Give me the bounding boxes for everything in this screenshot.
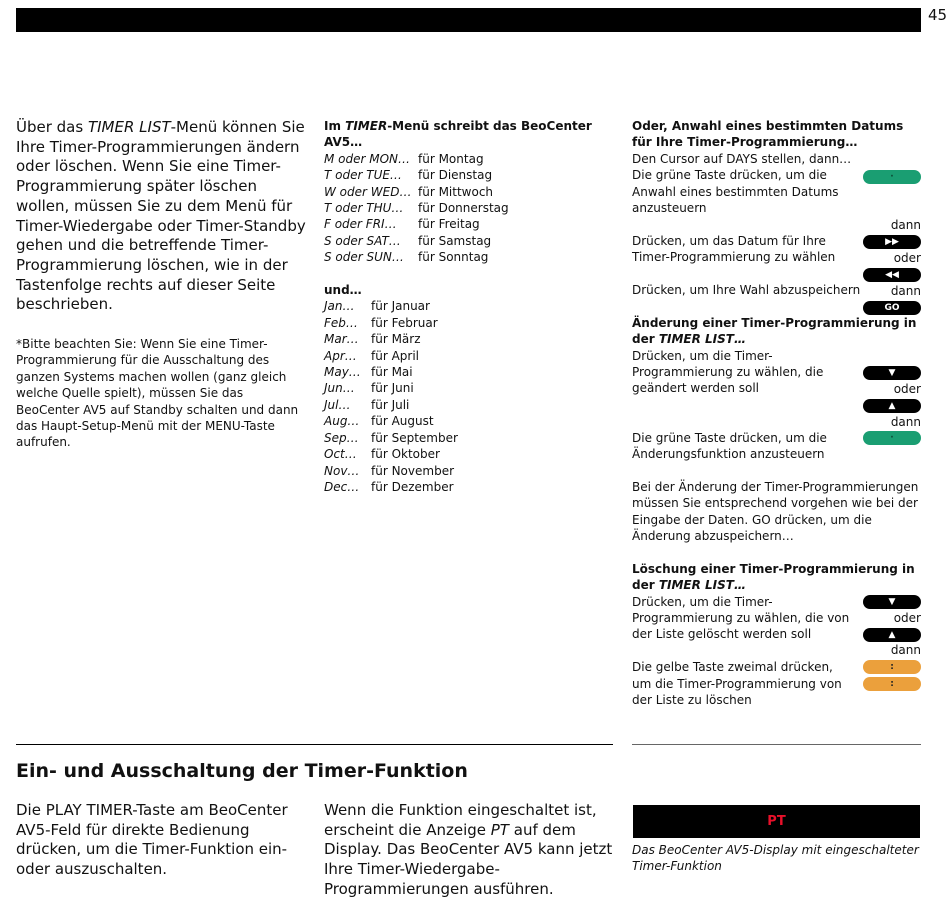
instruction-select-delete: Drücken, um die Timer-Programmierung zu wählen, die von der Liste gelöscht werden soll	[632, 594, 850, 642]
list-item: S oder SUN… für Sonntag	[324, 250, 489, 265]
intro-note: *Bitte beachten Sie: Wenn Sie eine Timer-Programmierung für die Ausschaltung des ganzen Systems machen wollen (ganz gleich welche Quelle spielt), müssen Sie das BeoCenter AV5 auf Standby schalten und dann das Haupt-Setup-Menü mit der MENU-Taste aufrufen.	[16, 337, 299, 450]
und-label: und…	[324, 283, 362, 298]
section-heading-timer-function: Ein- und Ausschaltung der Timer-Funktion	[16, 760, 468, 782]
yellow-button-icon: :	[863, 677, 921, 691]
list-item: Jan… für Januar	[324, 299, 430, 314]
dann-label: dann	[890, 218, 921, 232]
list-item: T oder TUE… für Dienstag	[324, 168, 493, 183]
list-item: Apr… für April	[324, 348, 420, 363]
green-button-icon: ·	[863, 170, 921, 184]
list-item: May… für Mai	[324, 365, 413, 380]
instruction-cursor-days: Den Cursor auf DAYS stellen, dann…	[632, 151, 852, 166]
list-item: Oct… für Oktober	[324, 447, 440, 462]
display-pt-text: PT	[767, 814, 786, 829]
oder-label: oder	[893, 251, 921, 265]
pt-display-paragraph: Wenn die Funktion eingeschaltet ist, erscheint die Anzeige PT auf dem Display. Das BeoCenter AV5 kann jetzt Ihre Timer-Wiedergabe-Programmierungen ausführen.	[324, 801, 613, 898]
section-divider	[16, 744, 613, 745]
up-arrow-button-icon: ▲	[863, 628, 921, 642]
days-list	[324, 151, 614, 266]
display-caption: Das BeoCenter AV5-Display mit eingeschalteter Timer-Funktion	[632, 843, 919, 874]
play-timer-paragraph: Die PLAY TIMER-Taste am BeoCenter AV5-Feld für direkte Bedienung drücken, um die Timer-Funktion ein- oder auszuschalten.	[16, 801, 288, 879]
section-divider	[632, 744, 921, 745]
timer-menu-heading: Im TIMER-Menü schreibt das BeoCenter AV5…	[324, 119, 592, 150]
instruction-save: Drücken, um Ihre Wahl abzuspeichern	[632, 283, 861, 298]
list-item: Feb… für Februar	[324, 315, 438, 330]
rewind-button-icon: ◀◀	[863, 268, 921, 282]
instruction-select-change: Drücken, um die Timer-Programmierung zu wählen, die geändert werden soll	[632, 348, 824, 396]
section-heading-change: Änderung einer Timer-Programmierung in der TIMER LIST…	[632, 315, 917, 347]
instructions-column	[632, 118, 921, 709]
instruction-green-date: Die grüne Taste drücken, um die Anwahl eines bestimmten Datums anzusteuern	[632, 168, 839, 216]
page-number: 45	[928, 6, 948, 24]
dann-label: dann	[890, 415, 921, 429]
header-bar	[16, 8, 921, 32]
down-arrow-button-icon: ▼	[863, 595, 921, 609]
list-item: Jun… für Juni	[324, 381, 414, 396]
change-paragraph: Bei der Änderung der Timer-Programmierungen müssen Sie entsprechend vorgehen wie bei der Eingabe der Daten. GO drücken, um die Änderung abzuspeichern…	[632, 479, 919, 544]
months-list	[324, 298, 614, 495]
green-button-icon: ·	[863, 431, 921, 445]
list-item: Sep… für September	[324, 430, 458, 445]
section-heading-date: Oder, Anwahl eines bestimmten Datums für Ihre Timer-Programmierung…	[632, 119, 904, 150]
beocenter-display	[633, 805, 920, 838]
list-item: Dec… für Dezember	[324, 479, 454, 494]
list-item: S oder SAT… für Samstag	[324, 233, 492, 248]
timer-menu-column	[324, 118, 614, 495]
list-item: Nov… für November	[324, 463, 455, 478]
dann-label: dann	[890, 284, 921, 298]
oder-label: oder	[893, 611, 921, 625]
fast-forward-button-icon: ▶▶	[863, 235, 921, 249]
list-item: F oder FRI… für Freitag	[324, 217, 480, 232]
list-item: T oder THU… für Donnerstag	[324, 201, 509, 216]
instruction-green-change: Die grüne Taste drücken, um die Änderungsfunktion anzusteuern	[632, 430, 827, 462]
up-arrow-button-icon: ▲	[863, 399, 921, 413]
list-item: Aug… für August	[324, 414, 434, 429]
down-arrow-button-icon: ▼	[863, 366, 921, 380]
oder-label: oder	[893, 382, 921, 396]
go-button-icon: GO	[863, 301, 921, 315]
list-item: W oder WED… für Mittwoch	[324, 184, 494, 199]
list-item: Jul… für Juli	[324, 397, 410, 412]
intro-paragraph: Über das TIMER LIST-Menü können Sie Ihre Timer-Programmierungen ändern oder löschen. Wenn Sie eine Timer-Programmierung später löschen wollen, müssen Sie zu dem Menü für Timer-Wiedergabe oder Timer-Standby gehen und die betreffende Timer-Programmierung löschen, wie in der Tastenfolge rechts auf dieser Seite beschrieben.	[16, 118, 306, 314]
instruction-yellow-delete: Die gelbe Taste zweimal drücken, um die Timer-Programmierung von der Liste zu löschen	[632, 660, 842, 708]
dann-label: dann	[890, 643, 921, 657]
list-item: Mar… für März	[324, 332, 421, 347]
section-heading-delete: Löschung einer Timer-Programmierung in der TIMER LIST…	[632, 561, 915, 593]
yellow-button-icon: :	[863, 660, 921, 674]
instruction-choose-date: Drücken, um das Datum für Ihre Timer-Programmierung zu wählen	[632, 233, 836, 265]
list-item: M oder MON… für Montag	[324, 151, 484, 166]
